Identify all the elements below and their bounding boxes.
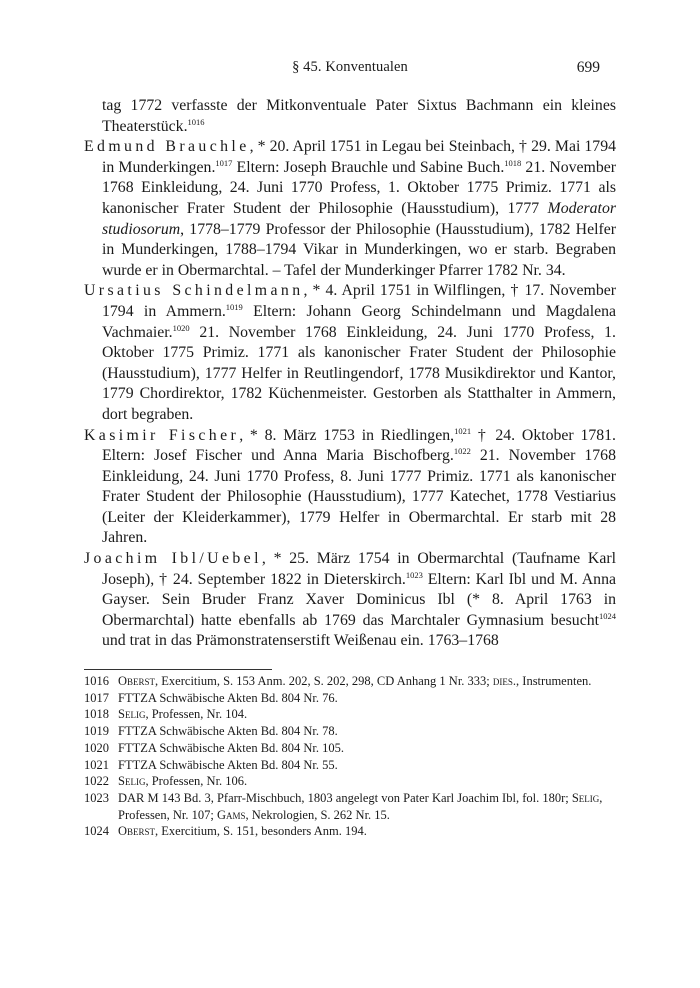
footnote	[84, 673, 616, 690]
citation-text: , Nekrologien, S. 262 Nr. 15.	[245, 807, 390, 822]
entry-schindelmann	[84, 281, 616, 425]
entry-text: , * 8. März 1753 in Riedlingen,	[239, 426, 455, 444]
citation-text: DAR M 143 Bd. 3, Pfarr-Mischbuch, 1803 angelegt von Pater Karl Joachim Ibl, fol. 180r;	[118, 790, 572, 805]
footnote	[84, 706, 616, 723]
citation-text: , Instrumenten.	[516, 674, 592, 688]
entry-text: Eltern: Karl Ibl und M. Anna Gayser. Sein Bruder Franz Xaver Dominicus Ibl (* 8. April 1763 in Obermarchtal) hatte ebenfalls ab 1769 das Marchtaler Gymnasium besucht	[102, 570, 616, 629]
citation-text: , Exercitium, S. 151, besonders Anm. 194.	[155, 824, 367, 839]
entry-name: Kasimir Fischer	[84, 426, 240, 444]
footnote-divider	[84, 669, 272, 670]
footnote-ref: 1016	[187, 116, 205, 127]
footnote	[84, 723, 616, 740]
footnote-number: 1016	[84, 674, 109, 688]
footnote-text	[118, 706, 616, 723]
footnote	[84, 773, 616, 790]
footnote-text	[118, 823, 616, 840]
footnote	[84, 790, 616, 823]
author-name: Selig	[118, 774, 146, 789]
footnote-text: FTTZA Schwäbische Akten Bd. 804 Nr. 76.	[118, 690, 338, 705]
paragraph-text: tag 1772 verfasste der Mitkonventuale Pater Sixtus Bachmann ein kleines Theaterstück.	[102, 97, 616, 135]
footnote-number: 1017	[84, 690, 109, 705]
footnote-ref: 1021	[454, 425, 472, 436]
entry-italic-text: Moderator studiosorum	[102, 199, 616, 238]
footnote	[84, 823, 616, 840]
entry-text: † 24. Oktober 1781. Eltern: Josef Fischer und Anna Maria Bischofberg.	[102, 426, 616, 465]
footnote-number: 1019	[84, 724, 109, 739]
entry-brauchle	[84, 137, 616, 281]
footnote-number: 1022	[84, 774, 109, 789]
footnote-text	[118, 790, 616, 823]
footnotes	[84, 673, 616, 840]
footnote-ref: 1017	[215, 157, 233, 168]
entry-text: , * 4. April 1751 in Wilflingen, † 17. November 1794 in Ammern.	[102, 282, 616, 320]
footnote-number: 1021	[84, 757, 109, 772]
footnote-ref: 1023	[405, 569, 423, 580]
entry-fischer	[84, 426, 616, 550]
entry-text: , * 20. April 1751 in Legau bei Steinbach, † 29. Mai 1794 in Munderkingen.	[102, 138, 616, 176]
entry-name: Joachim Ibl/Uebel	[84, 550, 262, 568]
paragraph-continuation	[84, 96, 616, 137]
entry-text: 21. November 1768 Einkleidung, 24. Juni 1770 Profess, 1. Oktober 1775 Primiz. 1771 als kanonischer Frater Student der Philosophie (Hausstudium), 1777	[102, 158, 616, 217]
author-name: Selig	[118, 707, 146, 722]
footnote-text: FTTZA Schwäbische Akten Bd. 804 Nr. 105.	[118, 740, 345, 755]
footnote	[84, 757, 616, 774]
author-name: Oberst	[118, 674, 156, 688]
footnote-number: 1020	[84, 740, 109, 755]
footnote-ref: 1018	[504, 157, 522, 168]
entry-text: 21. November 1768 Einkleidung, 24. Juni 1770 Profess, 8. Juni 1777 Primiz. 1771 als kanonischer Frater Student der Philosophie (Hausstudium), 1777 Katechet, 1778 Vestiarius (Leiter der Kleiderkammer), 1779 Helfer in Obermarchtal. Er starb mit 28 Jahren.	[102, 447, 616, 547]
citation-text: , Professen, Nr. 107;	[118, 790, 603, 822]
footnote-ref: 1019	[225, 301, 243, 312]
entry-name: Ursatius Schindelmann	[84, 282, 304, 300]
citation-text: , Professen, Nr. 104.	[145, 707, 248, 722]
entry-name: Edmund Brauchle	[84, 138, 250, 156]
author-name: Selig	[571, 790, 600, 805]
entry-text: und trat in das Prämonstratenserstift Weißenau ein. 1763–1768	[102, 632, 499, 650]
entry-text: 21. November 1768 Einkleidung, 24. Juni 1770 Profess, 1. Oktober 1775 Primiz. 1771 als kanonischer Frater Student der Philosophie (Hausstudium), 1777 Helfer in Reutlingendorf, 1778 Musikdirektor und Kantor, 1779 Chordirektor, 1782 Küchenmeister. Gestorben als Statthalter in Ammern, dort begraben.	[102, 323, 616, 423]
footnote-number: 1018	[84, 707, 109, 722]
footnote-ref: 1024	[599, 610, 616, 621]
footnote	[84, 740, 616, 757]
footnote-text	[118, 673, 616, 690]
footnote-number: 1023	[84, 790, 109, 805]
footnote-text	[118, 773, 616, 790]
author-name: Gams	[216, 807, 246, 822]
footnote-text: FTTZA Schwäbische Akten Bd. 804 Nr. 55.	[118, 757, 338, 772]
footnote-text: FTTZA Schwäbische Akten Bd. 804 Nr. 78.	[118, 724, 338, 739]
citation-text: , Professen, Nr. 106.	[145, 774, 248, 789]
entry-text: , 1778–1779 Professor der Philosophie (Hausstudium), 1782 Helfer in Munderkingen, 1788–1794 Vikar in Munderkingen, wo er starb. Begraben wurde er in Obermarchtal. – Tafel der Munderkinger Pfarrer 1782 Nr. 34.	[102, 220, 616, 279]
page-number: 699	[576, 59, 600, 76]
footnote	[84, 690, 616, 707]
main-text	[84, 96, 616, 652]
running-title: § 45. Konventualen	[292, 59, 408, 75]
citation-text: , Exercitium, S. 153 Anm. 202, S. 202, 298, CD Anhang 1 Nr. 333;	[155, 674, 493, 688]
entry-ibl	[84, 549, 616, 652]
page-header	[0, 59, 700, 79]
footnote-ref: 1022	[453, 446, 471, 457]
entry-text: Eltern: Johann Georg Schindelmann und Magdalena Vachmaier.	[102, 302, 617, 341]
entry-text: Eltern: Joseph Brauchle und Sabine Buch.	[232, 158, 505, 176]
footnote-ref: 1020	[172, 322, 190, 333]
footnote-number: 1024	[84, 824, 109, 839]
author-name: dies.	[492, 674, 517, 688]
author-name: Oberst	[118, 824, 156, 839]
entry-text: , * 25. März 1754 in Obermarchtal (Taufname Karl Joseph), † 24. September 1822 in Dieterskirch.	[102, 550, 616, 588]
